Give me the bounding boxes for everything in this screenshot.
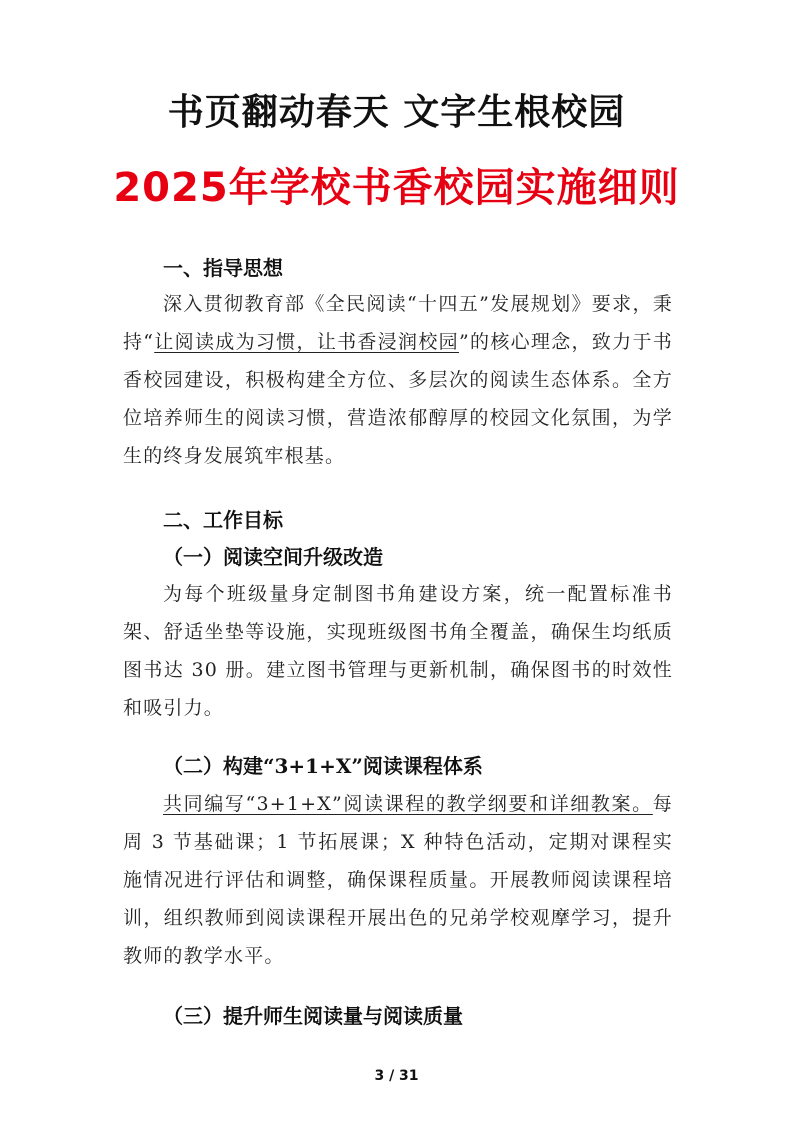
section-paragraph-guiding-ideology	[123, 285, 673, 475]
curriculum-underlined-sentence: 共同编写“3+1+X”阅读课程的教学纲要和详细教案。	[163, 793, 653, 815]
document-title-line2: 2025年学校书香校园实施细则	[113, 165, 680, 211]
paragraph-text: ”的核心理念，致力于书香校园建设，积极构建全方位、多层次的阅读生态体系。全方位培养师生的阅读习惯，营造浓郁醇厚的校园文化氛围，为学生的终身发展筑牢根基。	[123, 331, 673, 467]
page-number: 3 / 31	[374, 1068, 419, 1084]
subsection-heading-reading-space: （一）阅读空间升级改造	[163, 545, 383, 569]
subsection-paragraph-reading-space: 为每个班级量身定制图书角建设方案，统一配置标准书架、舒适坐垫等设施，实现班级图书角全覆盖，确保生均纸质图书达 30 册。建立图书管理与更新机制，确保图书的时效性和吸引力。	[123, 583, 673, 719]
section-heading-guiding-ideology: 一、指导思想	[163, 256, 283, 280]
document-title-line1: 书页翻动春天 文字生根校园	[167, 91, 626, 133]
subsection-paragraph-reading-curriculum	[123, 785, 673, 975]
section-heading-work-goals: 二、工作目标	[163, 508, 283, 532]
paragraph-text: 每周 3 节基础课；1 节拓展课；X 种特色活动，定期对课程实施情况进行评估和调整，确保课程质量。开展教师阅读课程培训，组织教师到阅读课程开展出色的兄弟学校观摩学习，提升教师的教学水平。	[123, 793, 673, 967]
subsection-heading-reading-quality: （三）提升师生阅读量与阅读质量	[163, 1004, 463, 1028]
subsection-heading-reading-curriculum: （二）构建“3+1+X”阅读课程体系	[163, 754, 483, 778]
paragraph-text: 深入贯彻教育部《全民阅读“十四五”发展规划》要求，秉持“	[123, 293, 673, 353]
core-concept-underlined: 让阅读成为习惯，让书香浸润校园	[154, 331, 459, 353]
